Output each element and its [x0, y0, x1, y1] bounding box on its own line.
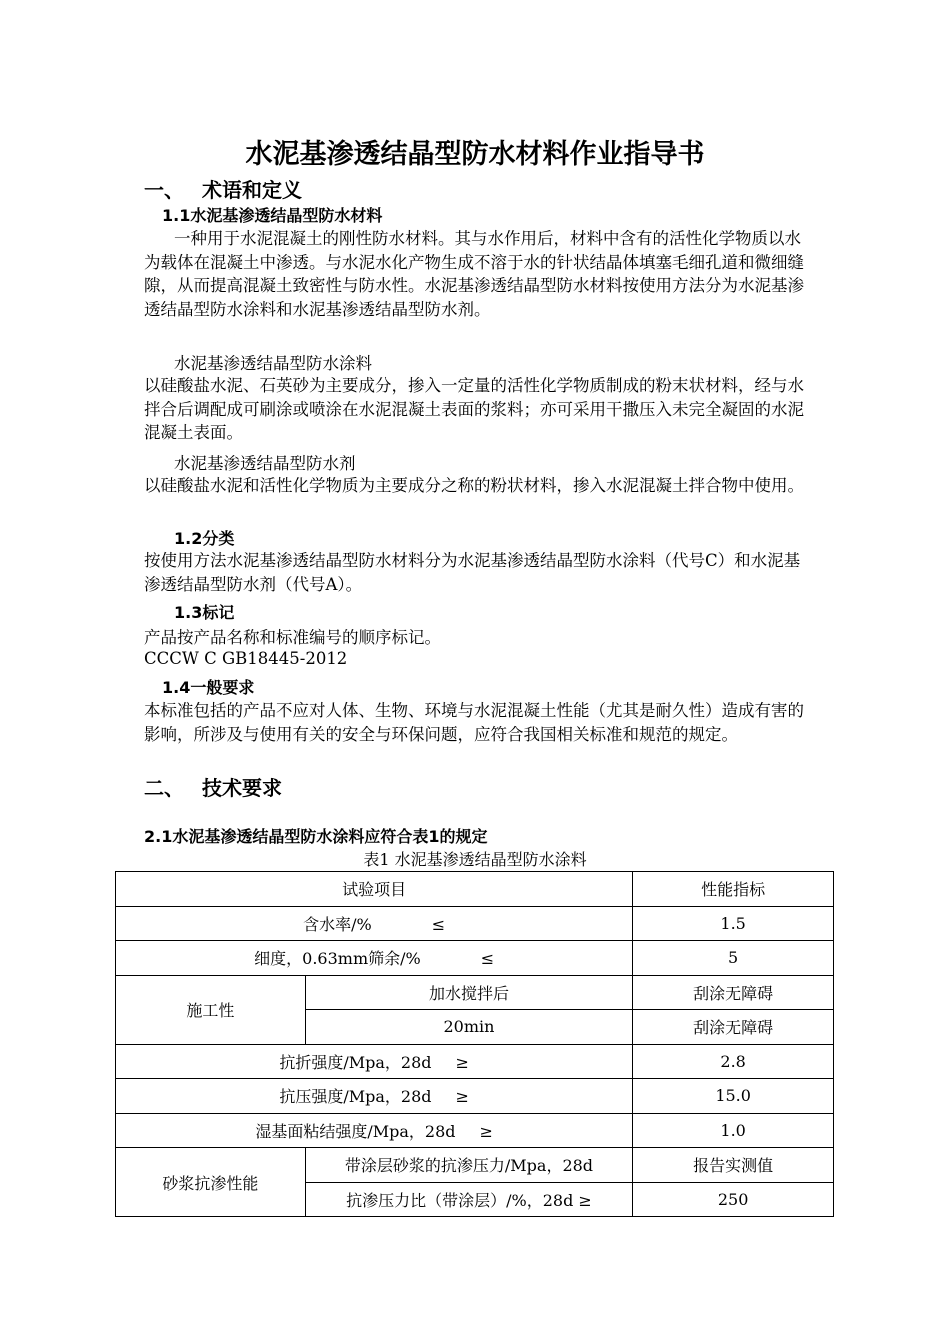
row-item-symbol: ≤ [480, 949, 495, 969]
table-row [116, 1148, 834, 1183]
agent-term: 水泥基渗透结晶型防水剂 [174, 454, 356, 473]
subsection-2-1-heading: 2.1水泥基渗透结晶型防水涂料应符合表1的规定 [144, 827, 488, 846]
row-value: 刮涂无障碍 [633, 975, 834, 1010]
table-row [116, 1113, 834, 1148]
row-item-symbol: ≥ [455, 1087, 469, 1107]
row-value: 5 [633, 941, 834, 976]
subsection-1-3-heading: 1.3标记 [174, 603, 235, 622]
row-item-label: 抗压强度/Mpa，28d [279, 1087, 432, 1107]
subsection-1-1-heading: 1.1水泥基渗透结晶型防水材料 [162, 206, 383, 225]
table-row [116, 1044, 834, 1079]
subsection-1-2-heading: 1.2分类 [174, 529, 235, 548]
coating-term: 水泥基渗透结晶型防水涂料 [174, 354, 372, 373]
row-item [116, 1113, 633, 1148]
table-row [116, 941, 834, 976]
row-group-impermeability: 砂浆抗渗性能 [116, 1148, 306, 1217]
table-row [116, 906, 834, 941]
section-2-title: 技术要求 [202, 776, 282, 800]
agent-definition: 以硅酸盐水泥和活性化学物质为主要成分之称的粉状材料，掺入水泥混凝土拌合物中使用。 [144, 476, 804, 495]
spec-table [115, 871, 834, 1217]
row-value: 250 [633, 1182, 834, 1217]
header-item: 试验项目 [116, 872, 633, 907]
row-value: 2.8 [633, 1044, 834, 1079]
row-item-label: 湿基面粘结强度/Mpa，28d [255, 1121, 456, 1141]
section-1-heading [144, 174, 302, 203]
section-2-number: 二、 [144, 776, 184, 800]
section-1-number: 一、 [144, 178, 184, 202]
table-header-row [116, 872, 834, 907]
row-item [116, 1044, 633, 1079]
marking-code: CCCW C GB18445-2012 [144, 649, 348, 668]
table-row [116, 1079, 834, 1114]
row-item [116, 941, 633, 976]
coating-definition: 以硅酸盐水泥、石英砂为主要成分，掺入一定量的活性化学物质制成的粉末状材料，经与水拌合后调配成可刷涂或喷涂在水泥混凝土表面的浆料；亦可采用干撒压入未完全凝固的水泥混凝土表面。 [144, 376, 804, 442]
table-caption: 表1 水泥基渗透结晶型防水涂料 [363, 850, 587, 869]
subsection-1-1-body: 一种用于水泥混凝土的刚性防水材料。其与水作用后，材料中含有的活性化学物质以水为载体在混凝土中渗透。与水泥水化产物生成不溶于水的针状结晶体填塞毛细孔道和微细缝隙，从而提高混凝土致密性与防水性。水泥基渗透结晶型防水材料按使用方法分为水泥基渗透结晶型防水涂料和水泥基渗透结晶型防水剂。 [144, 229, 804, 319]
subsection-1-4-heading: 1.4一般要求 [162, 678, 255, 697]
row-item: 加水搅拌后 [305, 975, 633, 1010]
row-value: 1.5 [633, 906, 834, 941]
section-2-heading [144, 772, 282, 801]
row-value: 1.0 [633, 1113, 834, 1148]
row-item-label: 含水率/% [303, 914, 372, 934]
subsection-1-2-body: 按使用方法水泥基渗透结晶型防水材料分为水泥基渗透结晶型防水涂料（代号C）和水泥基渗透结晶型防水剂（代号A）。 [144, 551, 801, 594]
header-value: 性能指标 [633, 872, 834, 907]
subsection-1-4-body: 本标准包括的产品不应对人体、生物、环境与水泥混凝土性能（尤其是耐久性）造成有害的影响，所涉及与使用有关的安全与环保问题，应符合我国相关标准和规范的规定。 [144, 701, 804, 744]
document-title: 水泥基渗透结晶型防水材料作业指导书 [245, 139, 705, 170]
row-item-symbol: ≥ [479, 1121, 493, 1141]
row-item-symbol: ≥ [455, 1052, 469, 1072]
row-group-workability: 施工性 [116, 975, 306, 1044]
row-value: 报告实测值 [633, 1148, 834, 1183]
row-item: 抗渗压力比（带涂层）/%，28d ≥ [305, 1182, 633, 1217]
row-item: 带涂层砂浆的抗渗压力/Mpa，28d [305, 1148, 633, 1183]
section-1-title: 术语和定义 [202, 178, 302, 202]
row-value: 15.0 [633, 1079, 834, 1114]
row-value: 刮涂无障碍 [633, 1010, 834, 1045]
row-item-symbol: ≤ [431, 914, 446, 934]
table-row [116, 975, 834, 1010]
subsection-1-3-body: 产品按产品名称和标准编号的顺序标记。 [144, 628, 441, 647]
row-item-label: 抗折强度/Mpa，28d [279, 1052, 432, 1072]
row-item: 20min [305, 1010, 633, 1045]
row-item [116, 1079, 633, 1114]
row-item [116, 906, 633, 941]
row-item-label: 细度，0.63mm筛余/% [254, 949, 421, 969]
